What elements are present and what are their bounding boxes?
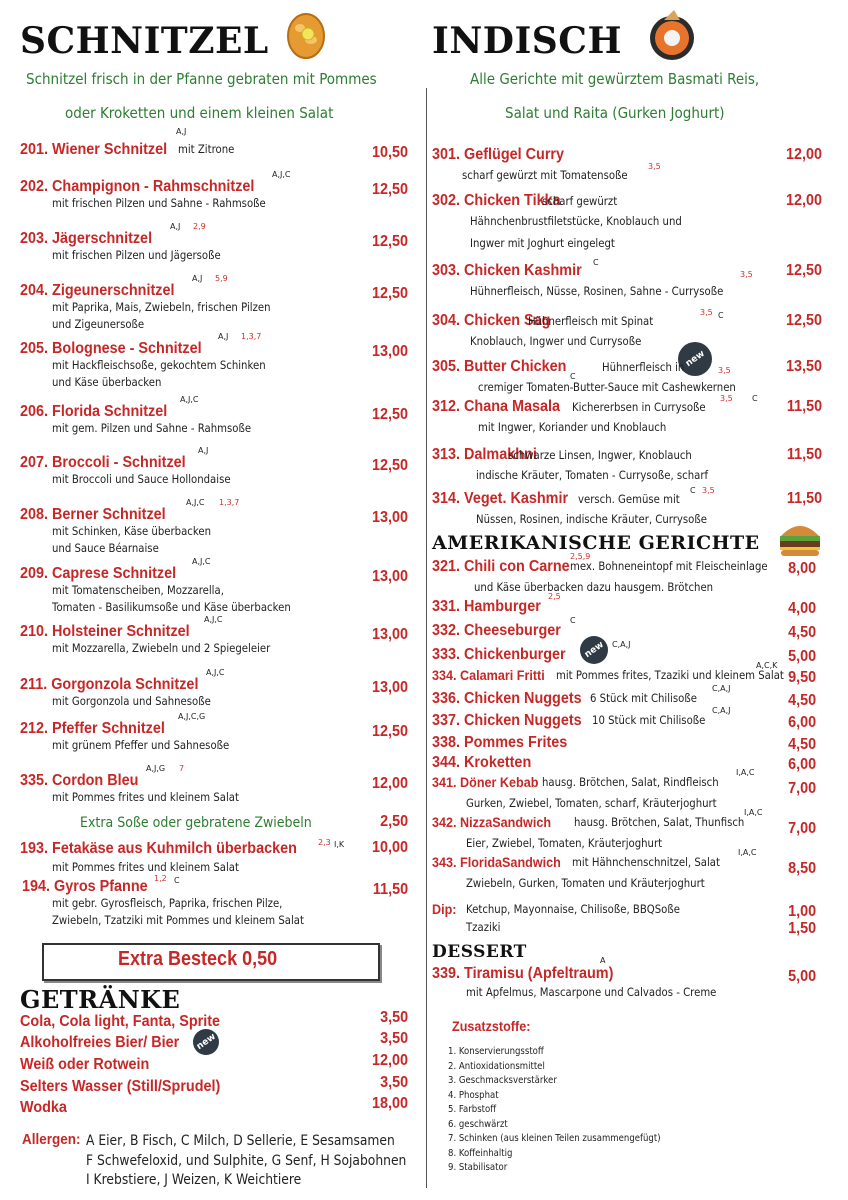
drink-name: Cola, Cola light, Fanta, Sprite (20, 1013, 221, 1030)
schnitzel-item-name: 335. Cordon Bleu (20, 772, 139, 789)
indisch-item-desc: Nüssen, Rosinen, indische Kräuter, Currysoße (476, 512, 707, 526)
drink-price: 18,00 (371, 1095, 408, 1112)
american-item-name: 332. Cheeseburger (432, 622, 561, 639)
zusatz-title: Zusatzstoffe: (452, 1018, 531, 1034)
indisch-item-allergens: C (593, 258, 599, 267)
schnitzel-item-allergens: A,J,C,G (178, 712, 206, 721)
american-item-price: 7,00 (787, 820, 816, 837)
american-item-allergens: C,A,J (712, 706, 731, 715)
dip-2-price: 1,50 (787, 920, 816, 937)
indisch-item-allergens: C (570, 372, 576, 381)
american-item-name: 333. Chickenburger (432, 646, 566, 663)
american-item-desc: Zwiebeln, Gurken, Tomaten und Kräuterjoghurt (466, 876, 705, 890)
american-item-name: 342. NizzaSandwich (432, 814, 552, 830)
drink-name: Alkoholfreies Bier/ Bier (20, 1034, 180, 1051)
zusatz-item: 4. Phosphat (448, 1089, 499, 1101)
gyros-price: 11,50 (372, 881, 408, 898)
american-item-allergens: C (570, 616, 576, 625)
indisch-item-name: 305. Butter Chicken (432, 358, 567, 375)
schnitzel-image (284, 10, 328, 60)
indisch-item-desc: mit Ingwer, Koriander und Knoblauch (478, 420, 667, 434)
american-item-price: 4,50 (787, 692, 816, 709)
schnitzel-item-price: 10,50 (371, 144, 408, 161)
schnitzel-item-name: 204. Zigeunerschnitzel (20, 282, 175, 299)
american-item-price: 4,50 (787, 736, 816, 753)
schnitzel-item-allergens: A,J,C (180, 395, 199, 404)
indisch-item-desc: cremiger Tomaten-Butter-Sauce mit Cashewkernen (478, 380, 736, 394)
schnitzel-item-additives: 7 (179, 764, 185, 773)
schnitzel-item-allergens: A,J,C (186, 498, 205, 507)
indisch-item-inline: Kichererbsen in Currysoße (572, 400, 706, 414)
zusatz-item: 9. Stabilisator (448, 1162, 508, 1173)
american-item-price: 4,00 (787, 600, 816, 617)
column-divider (426, 88, 427, 1188)
schnitzel-item-name: 210. Holsteiner Schnitzel (20, 623, 190, 640)
indisch-item-inline: scharf gewürzt (542, 194, 618, 208)
american-item-name: 336. Chicken Nuggets (432, 690, 582, 707)
indisch-item-additives: 3,5 (720, 394, 733, 403)
zusatz-item: 3. Geschmacksverstärker (448, 1075, 557, 1086)
indisch-item-price: 11,50 (786, 446, 822, 463)
schnitzel-item-price: 12,50 (371, 285, 408, 302)
schnitzel-item-price: 12,50 (371, 181, 408, 198)
schnitzel-item-desc: mit Pommes frites und kleinem Salat (52, 790, 239, 804)
gyros-name: 194. Gyros Pfanne (22, 878, 148, 895)
indisch-item-inline: Hühnerfleisch in (602, 360, 685, 374)
indisch-item-price: 12,50 (785, 262, 822, 279)
schnitzel-item-price: 13,00 (371, 568, 408, 585)
schnitzel-item-price: 12,50 (371, 233, 408, 250)
indisch-item-desc: Ingwer mit Joghurt eingelegt (470, 236, 615, 250)
american-item-name: 337. Chicken Nuggets (432, 712, 582, 729)
schnitzel-item-name: 201. Wiener Schnitzel (20, 141, 168, 158)
new-badge-chickenburger (580, 636, 608, 664)
dip-1-desc: Ketchup, Mayonnaise, Chilisoße, BBQSoße (466, 902, 680, 916)
drink-name: Selters Wasser (Still/Sprudel) (20, 1078, 221, 1095)
schnitzel-item-name: 202. Champignon - Rahmschnitzel (20, 178, 255, 195)
indisch-item-name: 312. Chana Masala (432, 398, 561, 415)
zusatz-item: 8. Koffeinhaltig (448, 1147, 513, 1159)
schnitzel-item-price: 12,00 (371, 775, 408, 792)
american-item-inline: 6 Stück mit Chilisoße (590, 691, 697, 705)
indisch-subtitle-2: Salat und Raita (Gurken Joghurt) (505, 104, 725, 122)
indisch-item-desc: Hühnerfleisch, Nüsse, Rosinen, Sahne - Currysoße (470, 284, 724, 298)
zusatz-item: 6. geschwärzt (448, 1118, 508, 1130)
drink-price: 12,00 (371, 1052, 408, 1069)
schnitzel-item-name: 208. Berner Schnitzel (20, 506, 166, 523)
american-item-inline: 10 Stück mit Chilisoße (592, 713, 706, 727)
gyros-sup-red: 1,2 (154, 874, 167, 883)
zusatz-item: 7. Schinken (aus kleinen Teilen zusammengefügt) (448, 1133, 661, 1144)
american-item-price: 6,00 (787, 714, 816, 731)
american-item-inline: hausg. Brötchen, Salat, Thunfisch (574, 815, 745, 829)
schnitzel-item-name: 207. Broccoli - Schnitzel (20, 454, 186, 471)
dessert-sup: A (600, 956, 606, 965)
schnitzel-item-price: 12,50 (371, 723, 408, 740)
american-item-desc: Eier, Zwiebel, Tomaten, Kräuterjoghurt (466, 836, 663, 850)
drink-name: Weiß oder Rotwein (20, 1056, 150, 1073)
indisch-item-name: 313. Dalmakhni (432, 446, 537, 463)
indisch-item-price: 11,50 (786, 490, 822, 507)
american-item-price: 8,00 (787, 560, 816, 577)
american-item-inline: mit Pommes frites, Tzaziki und kleinem Salat (556, 668, 784, 682)
indisch-item-allergens: C (718, 311, 724, 320)
indisch-item-desc: Hähnchenbrustfiletstücke, Knoblauch und (470, 214, 682, 228)
schnitzel-item-desc: mit Gorgonzola und Sahnesoße (52, 694, 211, 708)
schnitzel-item-allergens: A,J (176, 127, 187, 136)
schnitzel-item-additives: 5,9 (215, 274, 228, 283)
schnitzel-item-name: 209. Caprese Schnitzel (20, 565, 177, 582)
american-item-price: 6,00 (787, 756, 816, 773)
burger-image (777, 520, 823, 558)
schnitzel-item-allergens: A,J (170, 222, 181, 231)
schnitzel-item-price: 12,50 (371, 406, 408, 423)
american-item-price: 9,50 (787, 669, 816, 686)
drink-price: 3,50 (379, 1030, 408, 1047)
feta-name: 193. Fetakäse aus Kuhmilch überbacken (20, 840, 297, 857)
schnitzel-subtitle-1: Schnitzel frisch in der Pfanne gebraten mit Pommes (26, 70, 377, 88)
drink-price: 3,50 (379, 1009, 408, 1026)
schnitzel-item-price: 13,00 (371, 679, 408, 696)
zusatz-item: 2. Antioxidationsmittel (448, 1060, 545, 1072)
american-item-allergens: I,A,C (744, 808, 763, 817)
schnitzel-item-name: 206. Florida Schnitzel (20, 403, 168, 420)
drink-price: 3,50 (379, 1074, 408, 1091)
american-item-allergens: C,A,J (612, 640, 631, 649)
american-item-allergens: I,A,C (738, 848, 757, 857)
schnitzel-item-desc: mit Tomatenscheiben, Mozzarella, (52, 583, 224, 597)
indisch-item-name: 303. Chicken Kashmir (432, 262, 582, 279)
schnitzel-item-price: 13,00 (371, 626, 408, 643)
indisch-item-price: 12,00 (785, 192, 822, 209)
indisch-item-allergens: C (752, 394, 758, 403)
schnitzel-item-desc: mit frischen Pilzen und Sahne - Rahmsoße (52, 196, 266, 210)
indisch-item-price: 12,50 (785, 312, 822, 329)
indisch-subtitle-1: Alle Gerichte mit gewürztem Basmati Reis, (470, 70, 760, 88)
extra-besteck-label: Extra Besteck 0,50 (118, 948, 278, 970)
getraenke-title: GETRÄNKE (20, 985, 181, 1014)
feta-sup-red: 2,3 (318, 838, 331, 847)
schnitzel-item-allergens: A,J (218, 332, 229, 341)
indisch-item-additives: 3,5 (648, 162, 661, 171)
feta-desc: mit Pommes frites und kleinem Salat (52, 860, 239, 874)
american-item-allergens: C,A,J (712, 684, 731, 693)
american-item-price: 8,50 (787, 860, 816, 877)
new-badge-text: new (683, 348, 707, 370)
schnitzel-item-desc: mit Zitrone (178, 142, 235, 156)
american-item-allergens: A,C,K (756, 661, 778, 670)
american-item-additives: 2,5,9 (570, 552, 591, 561)
schnitzel-item-name: 212. Pfeffer Schnitzel (20, 720, 165, 737)
american-item-price: 7,00 (787, 780, 816, 797)
american-item-name: 344. Kroketten (432, 754, 532, 771)
schnitzel-item-desc: Tomaten - Basilikumsoße und Käse überbacken (52, 600, 291, 614)
american-item-desc: und Käse überbacken dazu hausgem. Brötchen (474, 580, 714, 594)
indisch-item-name: 314. Veget. Kashmir (432, 490, 569, 507)
indisch-item-price: 13,50 (785, 358, 822, 375)
schnitzel-item-desc: mit gem. Pilzen und Sahne - Rahmsoße (52, 421, 252, 435)
schnitzel-item-desc: und Sauce Béarnaise (52, 541, 159, 555)
feta-sup: I,K (334, 840, 345, 849)
feta-price: 10,00 (371, 839, 408, 856)
american-item-name: 343. FloridaSandwich (432, 854, 561, 870)
dip-2-desc: Tzaziki (466, 920, 501, 934)
schnitzel-item-desc: mit Broccoli und Sauce Hollondaise (52, 472, 231, 486)
schnitzel-item-desc: mit Paprika, Mais, Zwiebeln, frischen Pilzen (52, 300, 271, 314)
allergen-line-1: A Eier, B Fisch, C Milch, D Sellerie, E Sesamsamen (86, 1133, 395, 1149)
indisch-item-inline: versch. Gemüse mit (578, 492, 680, 506)
gyros-desc-1: mit gebr. Gyrosfleisch, Paprika, frischen Pilze, (52, 896, 283, 910)
allergen-label: Allergen: (22, 1131, 81, 1148)
schnitzel-item-desc: mit frischen Pilzen und Jägersoße (52, 248, 221, 262)
schnitzel-item-name: 203. Jägerschnitzel (20, 230, 153, 247)
extra-sauce-label: Extra Soße oder gebratene Zwiebeln (80, 815, 312, 831)
schnitzel-item-allergens: A,J,C (206, 668, 225, 677)
schnitzel-item-desc: und Zigeunersoße (52, 317, 145, 331)
indisch-title: INDISCH (432, 20, 622, 62)
schnitzel-item-desc: und Käse überbacken (52, 375, 162, 389)
dessert-title: DESSERT (432, 942, 527, 962)
schnitzel-title: SCHNITZEL (20, 20, 269, 62)
schnitzel-item-allergens: A,J (198, 446, 209, 455)
indisch-item-price: 12,00 (785, 146, 822, 163)
indisch-item-name: 301. Geflügel Curry (432, 146, 565, 163)
allergen-line-2: F Schwefeloxid, und Sulphite, G Senf, H Sojabohnen (86, 1153, 407, 1169)
american-item-desc: Gurken, Zwiebel, Tomaten, scharf, Kräuterjoghurt (466, 796, 717, 810)
extra-sauce-price: 2,50 (379, 813, 408, 830)
new-badge-text: new (194, 1031, 218, 1053)
schnitzel-item-price: 13,00 (371, 509, 408, 526)
american-item-inline: hausg. Brötchen, Salat, Rindfleisch (542, 775, 719, 789)
schnitzel-item-additives: 2,9 (193, 222, 206, 231)
indisch-item-name: 304. Chicken Sag (432, 312, 551, 329)
american-item-inline: mit Hähnchenschnitzel, Salat (572, 855, 720, 869)
zusatz-item: 1. Konservierungsstoff (448, 1046, 544, 1057)
indisch-item-desc: indische Kräuter, Tomaten - Currysoße, scharf (476, 468, 709, 482)
american-item-additives: 2,5 (548, 592, 561, 601)
dip-label: Dip: (432, 901, 457, 917)
indisch-item-desc: Knoblauch, Ingwer und Currysoße (470, 334, 642, 348)
dessert-name: 339. Tiramisu (Apfeltraum) (432, 965, 614, 982)
american-item-price: 5,00 (787, 648, 816, 665)
indisch-item-additives: 3,5 (740, 270, 753, 279)
schnitzel-item-desc: mit grünem Pfeffer und Sahnesoße (52, 738, 230, 752)
indisch-item-additives: 3,5 (702, 486, 715, 495)
schnitzel-item-desc: mit Schinken, Käse überbacken (52, 524, 211, 538)
american-item-inline: mex. Bohneneintopf mit Fleischeinlage (570, 559, 768, 573)
zusatz-item: 5. Farbstoff (448, 1104, 497, 1115)
indisch-item-additives: 3,5 (718, 366, 731, 375)
american-item-name: 321. Chili con Carne (432, 558, 570, 575)
indisch-item-allergens: C (690, 486, 696, 495)
indisch-item-inline: Hühnerfleisch mit Spinat (528, 314, 654, 328)
new-badge-bier (193, 1029, 219, 1055)
schnitzel-item-additives: 1,3,7 (241, 332, 262, 341)
schnitzel-item-desc: mit Mozzarella, Zwiebeln und 2 Spiegeleier (52, 641, 271, 655)
american-item-name: 338. Pommes Frites (432, 734, 568, 751)
schnitzel-item-name: 211. Gorgonzola Schnitzel (20, 676, 199, 693)
dessert-desc: mit Apfelmus, Mascarpone und Calvados - Creme (466, 985, 717, 999)
curry-image (644, 6, 700, 62)
amerikanisch-title: AMERIKANISCHE GERICHTE (432, 532, 760, 554)
gyros-sup: C (174, 876, 180, 885)
schnitzel-item-allergens: A,J,C (204, 615, 223, 624)
schnitzel-item-desc: mit Hackfleischsoße, gekochtem Schinken (52, 358, 266, 372)
schnitzel-item-allergens: A,J,G (146, 764, 166, 773)
indisch-item-desc: scharf gewürzt mit Tomatensoße (462, 168, 628, 182)
schnitzel-subtitle-2: oder Kroketten und einem kleinen Salat (65, 104, 334, 122)
american-item-name: 331. Hamburger (432, 598, 541, 615)
schnitzel-item-allergens: A,J,C (272, 170, 291, 179)
schnitzel-item-allergens: A,J,C (192, 557, 211, 566)
indisch-item-name: 302. Chicken Tikka (432, 192, 561, 209)
allergen-line-3: I Krebstiere, J Weizen, K Weichtiere (86, 1172, 302, 1188)
dip-1-price: 1,00 (787, 903, 816, 920)
american-item-price: 4,50 (787, 624, 816, 641)
schnitzel-item-additives: 1,3,7 (219, 498, 240, 507)
schnitzel-item-name: 205. Bolognese - Schnitzel (20, 340, 202, 357)
indisch-item-inline: schwarze Linsen, Ingwer, Knoblauch (508, 448, 692, 462)
dessert-price: 5,00 (787, 968, 816, 985)
gyros-desc-2: Zwiebeln, Tzatziki mit Pommes und kleinem Salat (52, 913, 304, 927)
indisch-item-additives: 3,5 (700, 308, 713, 317)
schnitzel-item-allergens: A,J (192, 274, 203, 283)
american-item-name: 334. Calamari Fritti (432, 667, 545, 683)
new-badge-text: new (582, 639, 606, 661)
schnitzel-item-price: 13,00 (371, 343, 408, 360)
indisch-item-price: 11,50 (786, 398, 822, 415)
american-item-allergens: I,A,C (736, 768, 755, 777)
american-item-name: 341. Döner Kebab (432, 774, 539, 790)
drink-name: Wodka (20, 1099, 67, 1116)
schnitzel-item-price: 12,50 (371, 457, 408, 474)
